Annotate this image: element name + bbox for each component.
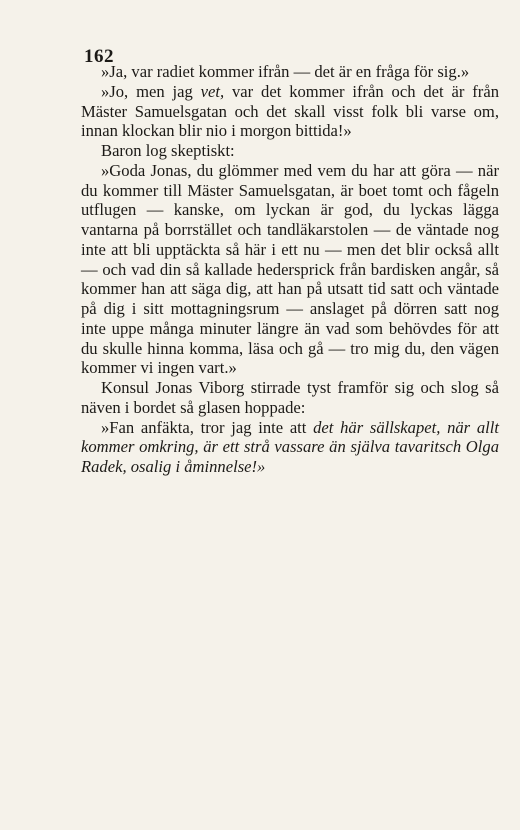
paragraph-6-italic: det här sällskapet, när allt kommer omkring, är ett strå vassare än själva tavaritsch Olga Radek, osalig i åminnelse!»	[81, 417, 499, 476]
paragraph-2-start: »Jo, men jag	[101, 81, 201, 101]
paragraph-2-end: var det kommer ifrån och det är från Mäster Samuelsgatan och det skall visst folk bli varse om, innan klockan blir nio i morgon bittida!»	[81, 81, 499, 141]
paragraph-3: Baron log skeptiskt:	[101, 141, 235, 160]
body-text	[81, 62, 499, 477]
paragraph-6-start: »Fan anfäkta, tror jag inte att	[101, 417, 314, 437]
page-number: 162	[84, 46, 114, 67]
paragraph-1: »Ja, var radiet kommer ifrån — det är en fråga för sig.»	[101, 62, 470, 81]
emphasis-vet: vet,	[200, 81, 225, 101]
paragraph-6	[81, 418, 499, 477]
paragraph-5: Konsul Jonas Viborg stirrade tyst framför sig och slog så näven i bordet så glasen hoppade:	[81, 378, 499, 417]
paragraph-2	[81, 82, 499, 141]
paragraph-4: »Goda Jonas, du glömmer med vem du har att göra — när du kommer till Mäster Samuelsgatan, är boet tomt och fågeln utflugen — kanske, om lyckan är god, du lyckas lägga vantarna på borrstället och tandläkarstolen — de väntade nog inte att bli upptäckta så här i ett nu — men det blir också allt — och vad din så kallade hedersprick från bardisken angår, så kommer han att säga dig, att han på utsatt tid satt och väntade på dig i sitt mottagningsrum — anslaget på dörren satt nog inte uppe många minuter längre än vad som behövdes för att du skulle hinna komma, läsa och gå — tro mig du, den vägen kommer vi ingen vart.»	[81, 160, 499, 378]
